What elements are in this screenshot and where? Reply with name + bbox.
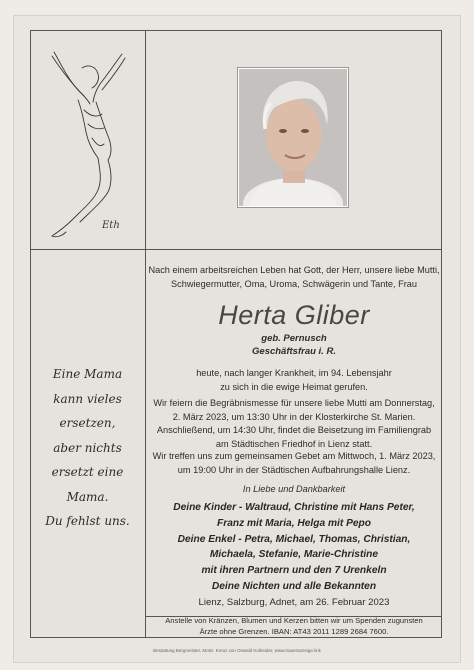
- prayer-details: [146, 450, 442, 477]
- place-date: Lienz, Salzburg, Adnet, am 26. Februar 2023: [198, 597, 390, 608]
- poem-line: ersetzt eine Mama.: [51, 465, 124, 504]
- family-line: Michaela, Stefanie, Marie-Christine: [209, 549, 379, 561]
- family-line: mit ihren Partnern und den 7 Urenkeln: [201, 565, 387, 577]
- donation-line: Ärzte ohne Grenzen. IBAN: AT43 2011 1289 2684 7600.: [199, 627, 389, 636]
- occupation: Geschäftsfrau i. R.: [252, 346, 336, 357]
- poem-line: Du fehlst uns.: [45, 514, 130, 528]
- death-notice-line: zu sich in die ewige Heimat gerufen.: [220, 381, 368, 392]
- poem-line: Eine Mama: [52, 367, 123, 381]
- memorial-poem: [30, 362, 145, 534]
- death-notice-line: heute, nach langer Krankheit, im 94. Lebensjahr: [196, 368, 392, 378]
- donation-note: [146, 615, 442, 637]
- credit-line: Bestattung Bergmeister, Motiv: Kreuz von Oswald Kollreider, www.traueranzeige.link: [153, 648, 321, 653]
- portrait-photo: [238, 68, 348, 207]
- death-notice: [146, 367, 442, 394]
- poem-line: aber nichts: [53, 440, 122, 455]
- crucifix-sketch: [38, 40, 138, 245]
- deceased-name: Herta Gliber: [218, 300, 370, 330]
- family-line: Deine Nichten und alle Bekannten: [211, 580, 377, 592]
- family-line: Franz mit Maria, Helga mit Pepo: [217, 517, 371, 529]
- intro-line: Nach einem arbeitsreichen Leben hat Gott, der Herr, unsere liebe Mutti,: [148, 265, 440, 275]
- mass-line: Wir feiern die Begräbnismesse für unsere liebe Mutti am Donnerstag,: [153, 398, 435, 408]
- mass-line: Anschließend, um 14:30 Uhr, findet die Beisetzung im Familiengrab: [156, 425, 432, 435]
- horizontal-divider: [30, 249, 442, 250]
- mass-details: [146, 397, 442, 451]
- mass-line: 2. März 2023, um 13:30 Uhr in der Klosterkirche St. Marien.: [172, 411, 416, 422]
- donation-line: Anstelle von Kränzen, Blumen und Kerzen bitten wir um Spenden zugunsten: [165, 616, 423, 625]
- mass-line: am Städtischen Friedhof in Lienz statt.: [215, 438, 373, 449]
- family-line: Deine Enkel - Petra, Michael, Thomas, Christian,: [177, 533, 411, 545]
- prayer-line: um 19:00 Uhr in der Städtischen Aufbahrungshalle Lienz.: [177, 464, 411, 475]
- birth-name: geb. Pernusch: [261, 333, 327, 344]
- family-line: Deine Kinder - Waltraud, Christine mit Hans Peter,: [173, 502, 415, 513]
- prayer-line: Wir treffen uns zum gemeinsamen Gebet am Mittwoch, 1. März 2023,: [152, 451, 436, 461]
- family-list: [146, 500, 442, 595]
- poem-line: kann vieles ersetzen,: [53, 391, 122, 430]
- svg-text:Eth: Eth: [102, 220, 120, 231]
- intro-text: [146, 264, 442, 291]
- thanks-line: In Liebe und Dankbarkeit: [242, 484, 346, 494]
- intro-line: Schwiegermutter, Oma, Uroma, Schwägerin und Tante, Frau: [171, 278, 417, 289]
